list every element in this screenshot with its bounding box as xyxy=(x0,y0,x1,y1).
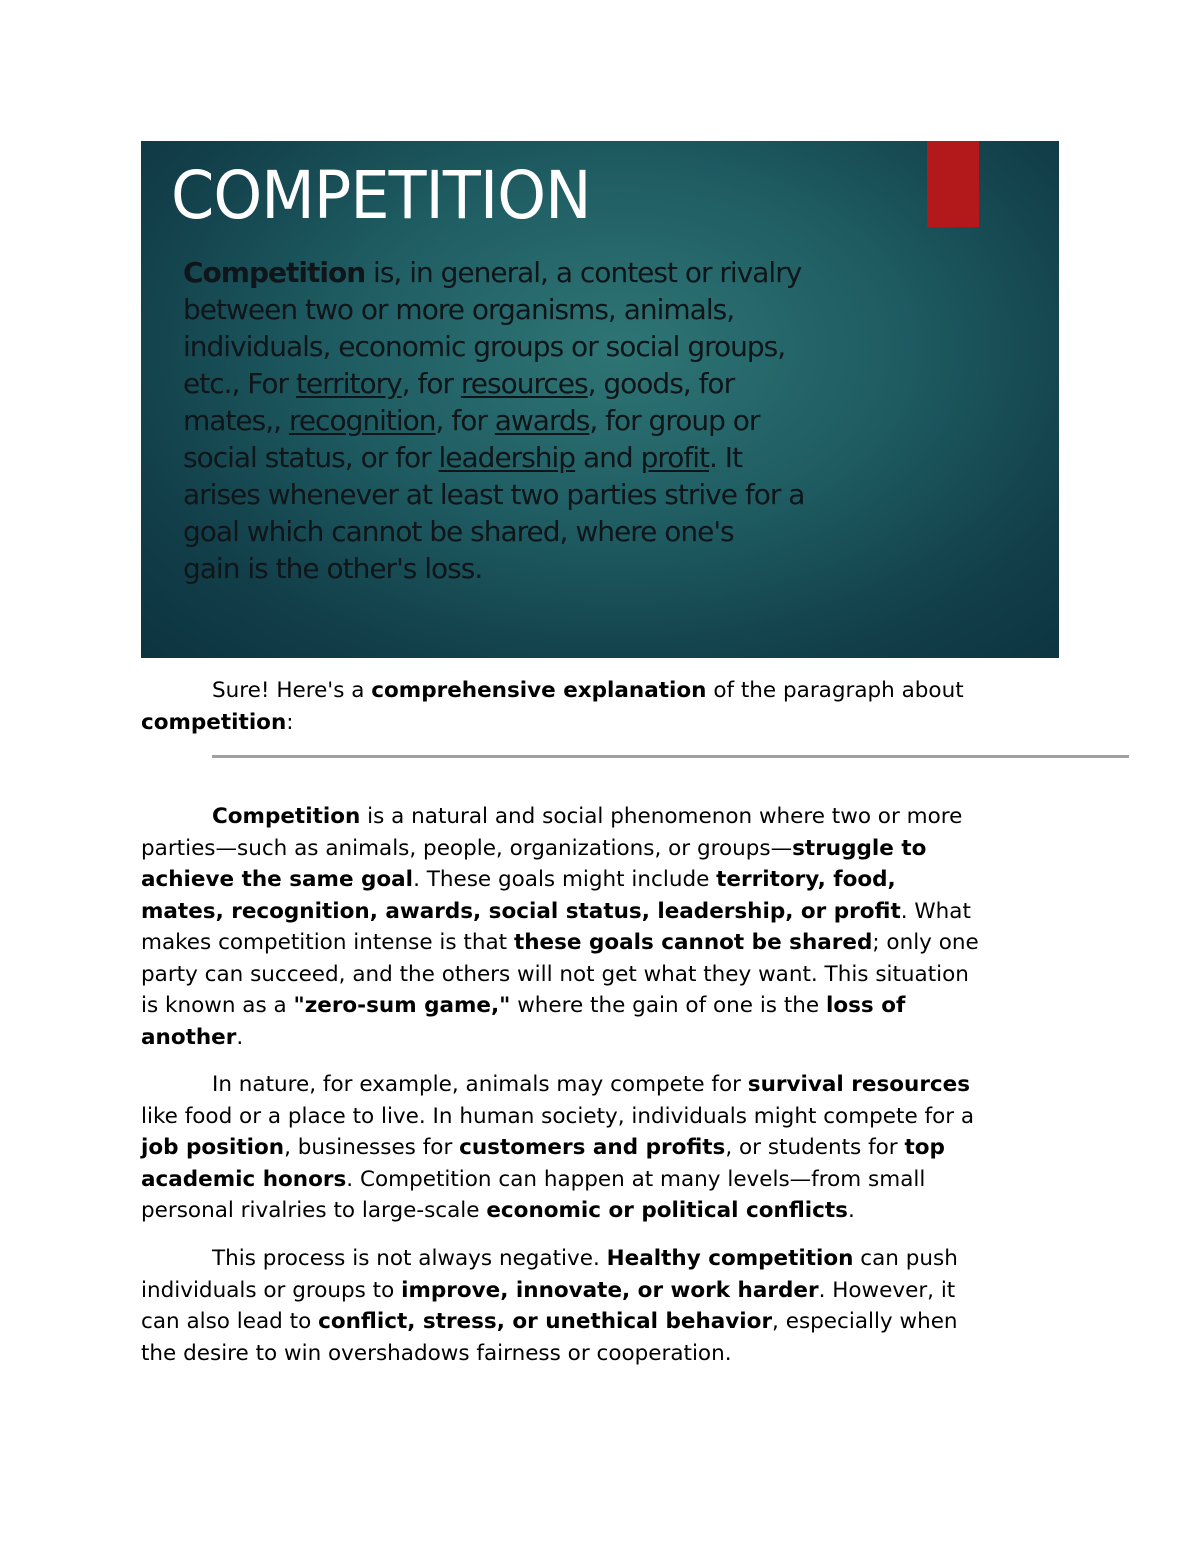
slide-line xyxy=(183,513,903,550)
horizontal-divider xyxy=(212,755,1129,758)
bold-text: struggle to xyxy=(792,835,927,861)
slide-line xyxy=(183,439,903,476)
text-run: , goods, for xyxy=(587,367,735,400)
text-run: between two or more organisms, animals, xyxy=(183,293,735,326)
text-run: . Competition can happen at many levels—from small xyxy=(346,1166,926,1192)
text-run: the desire to win overshadows fairness or cooperation. xyxy=(141,1340,732,1366)
underlined-text: resources xyxy=(460,367,588,400)
bold-text: economic or political conflicts xyxy=(486,1198,848,1223)
underlined-text: recognition xyxy=(288,404,436,437)
slide-accent-bar xyxy=(927,141,979,227)
text-line xyxy=(141,675,1061,707)
text-run: parties—such as animals, people, organizations, or groups— xyxy=(141,835,793,861)
text-run: makes competition intense is that xyxy=(141,930,514,955)
text-run: gain is the other's loss. xyxy=(183,552,483,585)
text-run: can also lead to xyxy=(141,1309,319,1334)
text-run: is known as a xyxy=(141,993,294,1018)
text-run: can push xyxy=(853,1246,958,1271)
text-line xyxy=(141,1164,1061,1196)
text-run: ; only one xyxy=(872,930,979,955)
text-run: , especially when xyxy=(772,1309,958,1334)
text-run: individuals or groups to xyxy=(141,1277,402,1303)
text-line xyxy=(141,1306,1061,1338)
text-run: In nature, for example, animals may compete for xyxy=(212,1072,748,1097)
text-run: etc., For xyxy=(183,367,296,400)
bold-text: survival resources xyxy=(747,1072,971,1097)
slide-line xyxy=(183,365,903,402)
text-line xyxy=(141,1101,1061,1133)
text-run: Sure! Here's a xyxy=(212,678,372,703)
bold-text: conflict, stress, or unethical behavior xyxy=(318,1309,773,1334)
underlined-text: profit xyxy=(640,441,709,474)
text-run: mates,, xyxy=(183,404,289,437)
text-run: social status, or for xyxy=(183,441,439,474)
bold-text: territory, food, xyxy=(716,867,896,892)
text-line xyxy=(141,707,1061,739)
text-run: party can succeed, and the others will not get what they want. This situation xyxy=(141,961,969,987)
text-run: . However, it xyxy=(818,1277,956,1303)
text-run: of the paragraph about xyxy=(706,678,964,703)
paragraph-definition xyxy=(141,801,1061,1053)
text-line xyxy=(141,1195,1061,1227)
text-run: , for group or xyxy=(589,404,760,437)
slide-image xyxy=(141,141,1059,658)
underlined-text: leadership xyxy=(438,441,576,474)
bold-text: comprehensive explanation xyxy=(371,678,707,703)
text-line xyxy=(141,1243,1061,1275)
text-line xyxy=(141,990,1061,1022)
text-run: . xyxy=(236,1024,244,1050)
slide-line xyxy=(183,402,903,439)
text-run: , or students for xyxy=(725,1135,905,1160)
bold-text: Competition xyxy=(212,804,361,829)
intro-paragraph xyxy=(141,675,1061,738)
bold-text: Healthy competition xyxy=(606,1246,854,1271)
text-run: like food or a place to live. In human society, individuals might compete for a xyxy=(141,1103,975,1129)
bold-text: customers and profits xyxy=(459,1135,726,1160)
text-run: , for xyxy=(401,367,461,400)
slide-line xyxy=(183,254,903,291)
paragraph-effects xyxy=(141,1243,1061,1369)
bold-text: loss of xyxy=(825,993,906,1018)
text-run: where the gain of one is the xyxy=(510,993,826,1018)
text-run: is a natural and social phenomenon where two or more xyxy=(360,804,963,829)
text-run: , businesses for xyxy=(284,1135,460,1160)
slide-definition-text xyxy=(183,254,903,587)
paragraph-examples xyxy=(141,1069,1061,1227)
bold-text: academic honors xyxy=(141,1166,347,1192)
bold-text: competition xyxy=(141,709,287,735)
text-run: . xyxy=(847,1198,855,1223)
bold-text: these goals cannot be shared xyxy=(513,930,873,955)
text-run: . What xyxy=(900,898,971,924)
bold-text: top xyxy=(904,1135,945,1160)
bold-text: mates, recognition, awards, social status, leadership, or profit xyxy=(141,898,901,924)
text-line xyxy=(141,1338,1061,1370)
text-line xyxy=(141,801,1061,833)
text-line xyxy=(141,864,1061,896)
text-run: , for xyxy=(435,404,495,437)
underlined-text: awards xyxy=(494,404,590,437)
bold-text: Competition xyxy=(183,256,366,289)
text-line xyxy=(141,1069,1061,1101)
bold-text: another xyxy=(141,1024,237,1050)
text-run: is, in general, a contest or rivalry xyxy=(365,256,802,289)
bold-text: "zero-sum game," xyxy=(293,993,511,1018)
text-line xyxy=(141,927,1061,959)
slide-line xyxy=(183,550,903,587)
slide-title: COMPETITION xyxy=(171,157,591,234)
slide-line xyxy=(183,328,903,365)
text-line xyxy=(141,896,1061,928)
bold-text: job position xyxy=(141,1135,285,1160)
text-run: and xyxy=(575,441,641,474)
text-line xyxy=(141,1022,1061,1054)
slide-line xyxy=(183,291,903,328)
text-run: goal which cannot be shared, where one's xyxy=(183,515,734,548)
text-run: individuals, economic groups or social groups, xyxy=(183,330,786,363)
text-line xyxy=(141,1132,1061,1164)
slide-line xyxy=(183,476,903,513)
text-line xyxy=(141,959,1061,991)
underlined-text: territory xyxy=(295,367,402,400)
text-line xyxy=(141,833,1061,865)
text-run: . These goals might include xyxy=(413,867,717,892)
text-run: . It xyxy=(708,441,743,474)
text-run: arises whenever at least two parties strive for a xyxy=(183,478,805,511)
bold-text: achieve the same goal xyxy=(141,867,414,892)
text-run: personal rivalries to large-scale xyxy=(141,1198,487,1223)
text-run: This process is not always negative. xyxy=(212,1246,607,1271)
bold-text: improve, innovate, or work harder xyxy=(401,1277,819,1303)
text-line xyxy=(141,1275,1061,1307)
text-run: : xyxy=(286,709,294,735)
